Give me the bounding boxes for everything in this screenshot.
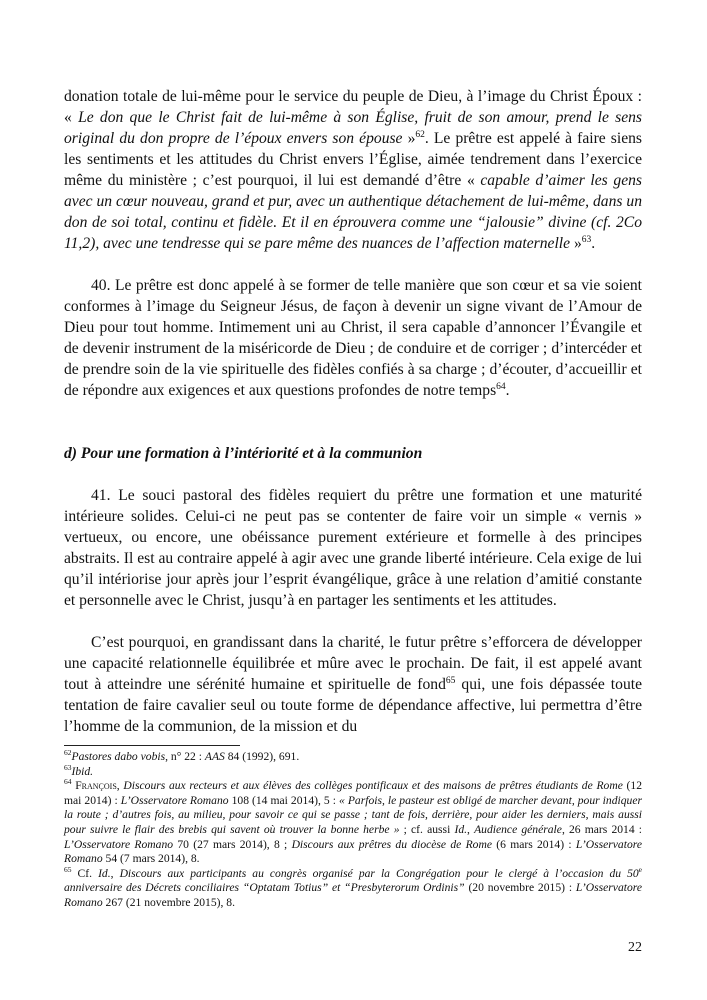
page-body	[64, 86, 642, 737]
text-span: Discours aux participants au congrès organisé par la Congrégation pour le clergé à l’occasion du 50	[119, 866, 639, 880]
text-span: L’Osservatore Romano	[64, 881, 642, 909]
author-name: François	[75, 779, 117, 793]
footnote-ref-62[interactable]: 62	[415, 129, 425, 140]
footnote-ref-65[interactable]: 65	[445, 675, 456, 686]
text-span: ,	[467, 822, 475, 836]
text-span: .	[591, 235, 596, 252]
page-number: 22	[628, 940, 642, 955]
text-span: (6 mars 2014) :	[491, 837, 576, 851]
text-span: Id.	[454, 822, 468, 836]
text-span: 54 (7 mars 2014), 8.	[102, 852, 200, 866]
footnote-number: 64	[64, 777, 72, 787]
footnote-63	[64, 762, 642, 780]
text-span: qui, une fois dépassée toute tentation de faire cavalier seul ou toute forme de dépendance affective, lui permettra d’être l’homme de la communion, de la mission et du	[64, 676, 642, 735]
paragraph-42	[64, 632, 642, 737]
text-span: 84 (1992), 691.	[224, 750, 300, 763]
paragraph-continued	[64, 86, 642, 254]
text-span: 267 (21 novembre 2015), 8.	[102, 895, 235, 909]
footnote-number: 65	[64, 864, 72, 874]
footnotes	[64, 750, 642, 911]
text-span: Audience générale	[474, 822, 562, 836]
text-span: anniversaire des Décrets conciliaires “Optatam Totius” et “Presbyterorum Ordinis”	[64, 881, 465, 895]
text-span: Discours aux recteurs et aux élèves des collèges pontificaux et des maisons de prêtres étudiants de Rome	[123, 779, 623, 793]
text-span: »	[402, 130, 416, 147]
text-span: L’Osservatore Romano	[120, 793, 229, 807]
text-span: 70 (27 mars 2014), 8 ;	[173, 837, 292, 851]
footnote-divider	[64, 745, 240, 746]
paragraph-40	[64, 275, 642, 401]
quotation: capable d’aimer les gens avec un cœur nouveau, grand et pur, avec un authentique détachement de lui-même, dans un don de soi total, continu et fidèle. Et il en éprouvera comme une “jalousie” divine (cf. 2Co 11,2), avec une tendresse qui se pare même des nuances de l’affection maternelle	[64, 172, 642, 252]
text-span: . Le prêtre est appelé à faire siens les sentiments et les attitudes du Christ envers l’Église, aimée tendrement dans l’exercice même du ministère ; c’est pourquoi, il lui est demandé d’être «	[64, 130, 642, 189]
section-heading: d) Pour une formation à l’intériorité et à la communion	[64, 445, 423, 462]
text-span: L’Osservatore Romano	[64, 837, 174, 851]
footnote-65	[64, 864, 643, 911]
footnote-64: $^{64}$ François, Discours aux recteurs et aux élèves des collèges pontificaux et des maisons de prêtres étudiants de Rome (12 mai 2014) : L’Osservatore Romano 108 (14 mai 2014), 5 : « Parfois, le pasteur est obligé de marcher devant, pour indiquer la route ; d’autres fois, au milieu, pour savoir ce qui se passe ; tant de fois, derrière, pour aider les derniers, mais aussi pour suivre le flair des brebis qui savent où trouver la bonne herbe » ; cf. aussi Id., Audience générale, 26 mars 2014 : L’Osservatore Romano 70 (27 mars 2014), 8 ; Discours aux prêtres du diocèse de Rome (6 mars 2014) : L’Osservatore Romano 54 (7 mars 2014), 8.	[64, 777, 643, 866]
footnote-number: 63	[64, 762, 72, 772]
text-span: 108 (14 mai 2014), 5 :	[228, 793, 339, 807]
footnote-number: 62	[64, 748, 72, 758]
footnote-ref-64[interactable]: 64	[496, 381, 506, 392]
quotation: Le don que le Christ fait de lui-même à son Église, fruit de son amour, prend le sens original du don propre de l’époux envers son épouse	[64, 109, 643, 147]
text-span: (20 novembre 2015) :	[464, 881, 576, 895]
text-span: (12 mai 2014) :	[64, 779, 642, 807]
text-span: AAS	[204, 750, 225, 763]
text-span: Ibid.	[71, 764, 94, 778]
text-span: L’Osservatore Romano	[64, 837, 642, 866]
quotation: « Parfois, le pasteur est obligé de marcher devant, pour indiquer la route ; d’autres fois, au milieu, pour savoir ce qui se passe ; tant de fois, derrière, pour aider les derniers, mais aussi pour suivre le flair des brebis qui savent où trouver la bonne herbe »	[64, 793, 642, 836]
text-span: Discours aux prêtres du diocèse de Rome	[291, 837, 492, 851]
text-span: , n° 22 :	[165, 750, 205, 763]
text-span: Cf.	[77, 866, 99, 880]
text-span: Pastores dabo vobis	[71, 750, 166, 763]
paragraph-41: 41. Le souci pastoral des fidèles requiert du prêtre une formation et une maturité intérieure solides. Celui-ci ne peut pas se contenter de faire voir un simple « vernis » vertueux, ou encore, une obéissance purement extérieure et formelle à des principes abstraits. Il est au contraire appelé à agir avec une grande liberté intérieure. Cela exige de lui qu’il intériorise jour après jour l’esprit évangélique, grâce à une relation d’amitié constante et personnelle avec le Christ, jusqu’à en partager les sentiments et les attitudes.	[64, 487, 642, 609]
text-span: ,	[110, 866, 120, 880]
footnote-ref-63[interactable]: 63	[581, 234, 592, 245]
footnote-62	[64, 750, 642, 765]
text-span: , 26 mars 2014 :	[561, 822, 643, 836]
text-span: Id.	[98, 866, 111, 880]
text-span: donation totale de lui-même pour le service du peuple de Dieu, à l’image du Christ Époux : «	[64, 88, 642, 126]
text-span: .	[505, 382, 510, 399]
text-span: C’est pourquoi, en grandissant dans la charité, le futur prêtre s’efforcera de développer une capacité relationnelle équilibrée et mûre avec le prochain. De fait, il est appelé avant tout à atteindre une sérénité humaine et spirituelle de fond	[64, 634, 642, 693]
ordinal-suffix: e	[638, 864, 643, 874]
text-span: 40. Le prêtre est donc appelé à se former de telle manière que son cœur et sa vie soient conformes à l’image du Seigneur Jésus, de façon à devenir un signe vivant de l’Amour de Dieu pour tout homme. Intimement uni au Christ, il sera capable d’annoncer l’Évangile et de devenir instrument de la miséricorde de Dieu ; de conduire et de corriger ; d’intercéder et de prendre soin de la vie spirituelle des fidèles confiés à sa charge ; d’écouter, d’accueillir et de répondre aux exigences et aux questions profondes de notre temps	[64, 277, 642, 399]
text-span: »	[570, 235, 582, 252]
text-span: ; cf. aussi	[399, 822, 455, 836]
